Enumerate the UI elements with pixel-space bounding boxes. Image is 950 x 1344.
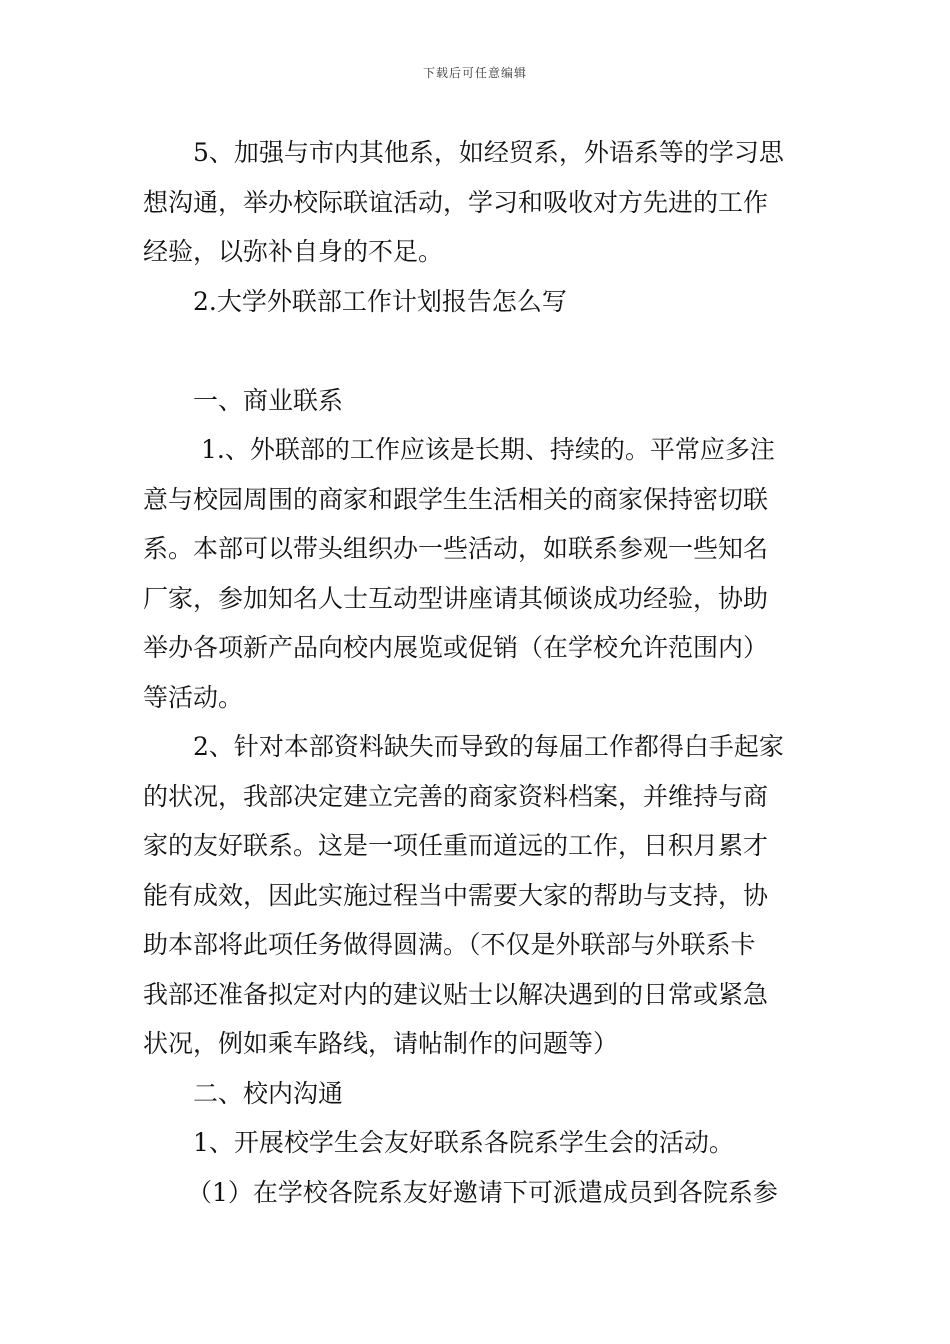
section-heading: 2.大学外联部工作计划报告怎么写	[193, 286, 567, 316]
paragraph-line: 家的友好联系。这是一项任重而道远的工作，日积月累才	[143, 831, 769, 860]
paragraph-line: 助本部将此项任务做得圆满。（不仅是外联部与外联系卡	[143, 930, 756, 959]
paragraph-line: 1、开展校学生会友好联系各院系学生会的活动。	[193, 1128, 734, 1157]
paragraph-line: 举办各项新产品向校内展览或促销（在学校允许范围内）	[143, 633, 769, 662]
paragraph-line: （1）在学校各院系友好邀请下可派遣成员到各院系参	[187, 1177, 778, 1207]
paragraph-line: 意与校园周围的商家和跟学生生活相关的商家保持密切联	[143, 484, 769, 514]
paragraph-line: 我部还准备拟定对内的建议贴士以解决遇到的日常或紧急	[143, 979, 769, 1009]
paragraph-line: 5、加强与市内其他系，如经贸系，外语系等的学习思	[193, 138, 784, 167]
document-body	[143, 128, 805, 1217]
paragraph-line: 经验，以弥补自身的不足。	[143, 237, 444, 266]
section-heading: 一、商业联系	[193, 385, 344, 415]
paragraph-line: 1.、外联部的工作应该是长期、持续的。平常应多注	[201, 435, 775, 464]
blank-line	[143, 326, 805, 376]
paragraph-line: 系。本部可以带头组织办一些活动，如联系参观一些知名	[143, 534, 769, 563]
page-header: 下载后可任意编辑	[422, 66, 527, 80]
paragraph-line: 想沟通，举办校际联谊活动，学习和吸收对方先进的工作	[143, 187, 769, 217]
paragraph-line: 等活动。	[143, 682, 244, 712]
paragraph-line: 厂家，参加知名人士互动型讲座请其倾谈成功经验，协助	[143, 583, 769, 613]
paragraph-line: 2、针对本部资料缺失而导致的每届工作都得白手起家	[193, 732, 784, 761]
paragraph-line: 状况，例如乘车路线，请帖制作的问题等）	[143, 1029, 619, 1058]
paragraph-line: 的状况，我部决定建立完善的商家资料档案，并维持与商	[143, 781, 769, 811]
paragraph-line: 能有成效，因此实施过程当中需要大家的帮助与支持，协	[143, 880, 769, 910]
section-heading: 二、校内沟通	[193, 1078, 344, 1108]
